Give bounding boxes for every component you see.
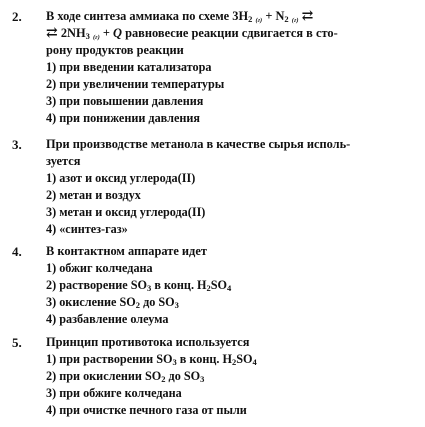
answer-option: 2) при окислении $SO_2$ до $SO_3$ [46, 369, 205, 384]
answer-option: 4) «синтез-газ» [46, 222, 128, 236]
question-number: 5. [12, 335, 22, 350]
equilibrium-arrow-icon: ⇄ [301, 9, 314, 24]
answer-option: 2) метан и воздух [46, 188, 141, 202]
answer-option: 4) разбавление олеума [46, 312, 169, 326]
question-stem: Принцип противотока используется [46, 335, 250, 349]
question-number: 2. [12, 9, 22, 24]
question-stem-line-2: ⇄ $2NH_3$ (г) + Q равновесие реакции сдвигается в сто- [46, 26, 338, 41]
answer-option: 3) окисление $SO_2$ до $SO_3$ [46, 295, 179, 310]
question-number: 4. [12, 244, 22, 259]
answer-option: 3) метан и оксид углерода(II) [46, 205, 206, 219]
question-stem-line-1: При производстве метанола в качестве сырья исполь- [46, 137, 351, 151]
question-stem-line-1: В ходе синтеза аммиака по схеме $3H_2$ $(г) + N_2$ (г) ⇄ [46, 9, 314, 24]
answer-option: 1) обжиг колчедана [46, 261, 153, 275]
question-number: 3. [12, 137, 22, 152]
answer-option: 2) растворение $SO_3$ в конц. $H_2SO_4$ [46, 278, 232, 293]
answer-option: 1) при введении катализатора [46, 60, 212, 74]
question-body [46, 136, 411, 238]
question-body [46, 8, 411, 127]
question-body [46, 334, 411, 419]
answer-option: 1) при растворении $SO_3$ в конц. $H_2SO_4$ [46, 352, 257, 367]
answer-option: 3) при обжиге колчедана [46, 386, 182, 400]
answer-option: 3) при повышении давления [46, 94, 204, 108]
answer-option: 1) азот и оксид углерода(II) [46, 171, 196, 185]
answer-option: 4) при очистке печного газа от пыли [46, 403, 247, 417]
question-stem-line-3: рону продуктов реакции [46, 43, 184, 57]
question-stem: В контактном аппарате идет [46, 244, 207, 258]
answer-option: 4) при понижении давления [46, 111, 200, 125]
question-body [46, 243, 411, 328]
question-stem-line-2: зуется [46, 154, 81, 168]
equilibrium-arrow-icon: ⇄ [46, 26, 58, 41]
answer-option: 2) при увеличении температуры [46, 77, 225, 91]
